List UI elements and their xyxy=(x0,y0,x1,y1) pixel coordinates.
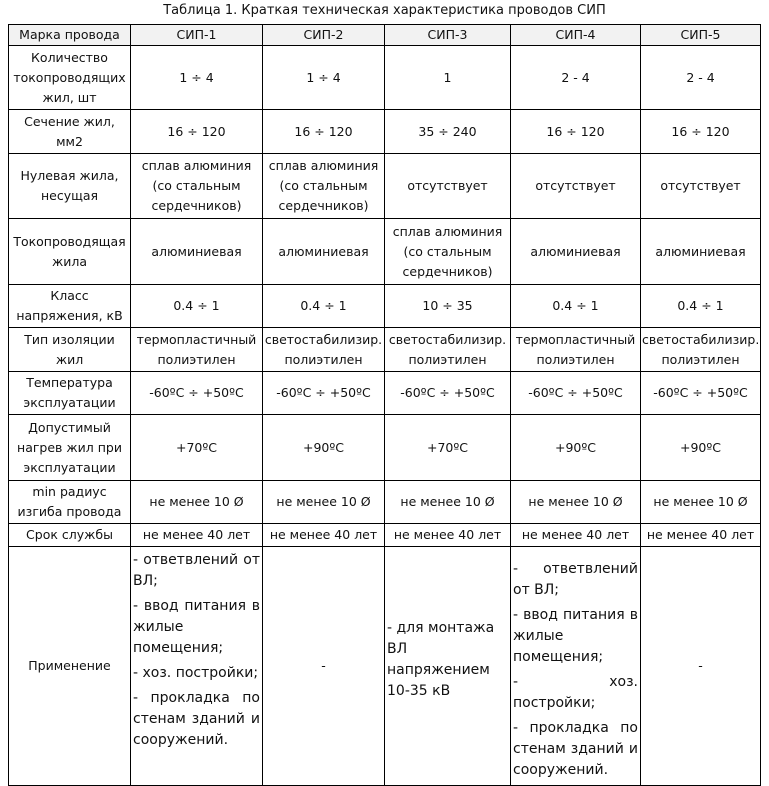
header-cell: Марка провода xyxy=(9,25,131,46)
row-header: Класс напряжения, кВ xyxy=(9,285,131,328)
list-item: - хоз. постройки; xyxy=(133,665,259,681)
application-cell-sip2: - xyxy=(263,547,385,786)
row-header: Допустимый нагрев жил при эксплуатации xyxy=(9,415,131,481)
table-cell: 0.4 ÷ 1 xyxy=(641,285,761,328)
table-caption: Таблица 1. Краткая техническая характеристика проводов СИП xyxy=(163,3,606,18)
table-cell: 16 ÷ 120 xyxy=(511,110,641,154)
table-cell: +70ºC xyxy=(131,415,263,481)
row-header: Нулевая жила, несущая xyxy=(9,154,131,219)
list-item: - ответвлений от ВЛ; xyxy=(133,552,260,589)
row-header: Сечение жил, мм2 xyxy=(9,110,131,154)
table-cell: термопластичный полиэтилен xyxy=(511,328,641,372)
row-header: min радиус изгиба провода xyxy=(9,481,131,524)
table-row xyxy=(9,524,761,547)
table-row xyxy=(9,285,761,328)
table-cell: 2 - 4 xyxy=(511,46,641,110)
table-cell: сплав алюминия (со стальным сердечников) xyxy=(131,154,263,219)
table-cell: 35 ÷ 240 xyxy=(385,110,511,154)
table-cell: -60ºC ÷ +50ºC xyxy=(511,372,641,415)
application-cell-sip5: - xyxy=(641,547,761,786)
header-cell: СИП-3 xyxy=(385,25,511,46)
table-cell: отсутствует xyxy=(641,154,761,219)
table-cell: отсутствует xyxy=(385,154,511,219)
list-item: - ввод питания в жилые помещения; xyxy=(133,598,260,656)
table-cell: 16 ÷ 120 xyxy=(641,110,761,154)
table-row xyxy=(9,415,761,481)
header-row xyxy=(9,25,761,46)
table-cell: алюминиевая xyxy=(131,219,263,285)
table-cell: не менее 10 Ø xyxy=(641,481,761,524)
table-cell: светостабилизир. полиэтилен xyxy=(263,328,385,372)
table-cell: не менее 10 Ø xyxy=(263,481,385,524)
table-cell: сплав алюминия (со стальным сердечников) xyxy=(263,154,385,219)
table-cell: 0.4 ÷ 1 xyxy=(263,285,385,328)
table-cell: +90ºC xyxy=(263,415,385,481)
table-cell: не менее 10 Ø xyxy=(385,481,511,524)
table-cell: -60ºC ÷ +50ºC xyxy=(641,372,761,415)
row-header: Количество токопроводящих жил, шт xyxy=(9,46,131,110)
table-cell: 1 xyxy=(385,46,511,110)
header-cell: СИП-5 xyxy=(641,25,761,46)
list-item: - хоз. постройки; xyxy=(513,674,638,711)
header-cell: СИП-1 xyxy=(131,25,263,46)
table-cell: 0.4 ÷ 1 xyxy=(131,285,263,328)
application-cell-sip3: - для монтажа ВЛ напряжением 10-35 кВ xyxy=(385,547,511,786)
table-cell: не менее 10 Ø xyxy=(511,481,641,524)
table-row xyxy=(9,154,761,219)
table-row xyxy=(9,328,761,372)
table-cell: не менее 10 Ø xyxy=(131,481,263,524)
table-cell: не менее 40 лет xyxy=(263,524,385,547)
table-cell: светостабилизир. полиэтилен xyxy=(385,328,511,372)
table-cell: термопластичный полиэтилен xyxy=(131,328,263,372)
table-cell: 1 ÷ 4 xyxy=(131,46,263,110)
table-cell: алюминиевая xyxy=(263,219,385,285)
list-item: - прокладка по стенам зданий и сооружений. xyxy=(513,720,638,778)
application-cell-sip4 xyxy=(511,547,641,786)
header-cell: СИП-2 xyxy=(263,25,385,46)
table-cell: алюминиевая xyxy=(641,219,761,285)
row-header: Срок службы xyxy=(9,524,131,547)
row-header: Тип изоляции жил xyxy=(9,328,131,372)
table-cell: не менее 40 лет xyxy=(641,524,761,547)
table-row xyxy=(9,110,761,154)
table-cell: +90ºC xyxy=(641,415,761,481)
row-header: Температура эксплуатации xyxy=(9,372,131,415)
table-cell: -60ºC ÷ +50ºC xyxy=(263,372,385,415)
table-cell: сплав алюминия (со стальным сердечников) xyxy=(385,219,511,285)
row-header: Токопроводящая жила xyxy=(9,219,131,285)
sip-spec-table xyxy=(8,24,761,786)
table-cell: +90ºC xyxy=(511,415,641,481)
application-row xyxy=(9,547,761,786)
table-row xyxy=(9,372,761,415)
table-cell: не менее 40 лет xyxy=(131,524,263,547)
table-cell: 0.4 ÷ 1 xyxy=(511,285,641,328)
row-header: Применение xyxy=(9,547,131,786)
table-cell: 16 ÷ 120 xyxy=(131,110,263,154)
table-row xyxy=(9,481,761,524)
list-item: - ответвлений от ВЛ; xyxy=(513,561,638,598)
table-row xyxy=(9,46,761,110)
table-cell: +70ºC xyxy=(385,415,511,481)
table-cell: не менее 40 лет xyxy=(385,524,511,547)
list-item: - прокладка по стенам зданий и сооружений. xyxy=(133,690,260,748)
table-cell: -60ºC ÷ +50ºC xyxy=(385,372,511,415)
table-row xyxy=(9,219,761,285)
list-item: - ввод питания в жилые помещения; xyxy=(513,607,638,665)
table-cell: светостабилизир. полиэтилен xyxy=(641,328,761,372)
table-cell: 2 - 4 xyxy=(641,46,761,110)
header-cell: СИП-4 xyxy=(511,25,641,46)
table-cell: 10 ÷ 35 xyxy=(385,285,511,328)
table-cell: 16 ÷ 120 xyxy=(263,110,385,154)
table-cell: не менее 40 лет xyxy=(511,524,641,547)
application-cell-sip1 xyxy=(131,547,263,786)
table-cell: отсутствует xyxy=(511,154,641,219)
table-cell: -60ºC ÷ +50ºC xyxy=(131,372,263,415)
table-cell: 1 ÷ 4 xyxy=(263,46,385,110)
table-cell: алюминиевая xyxy=(511,219,641,285)
